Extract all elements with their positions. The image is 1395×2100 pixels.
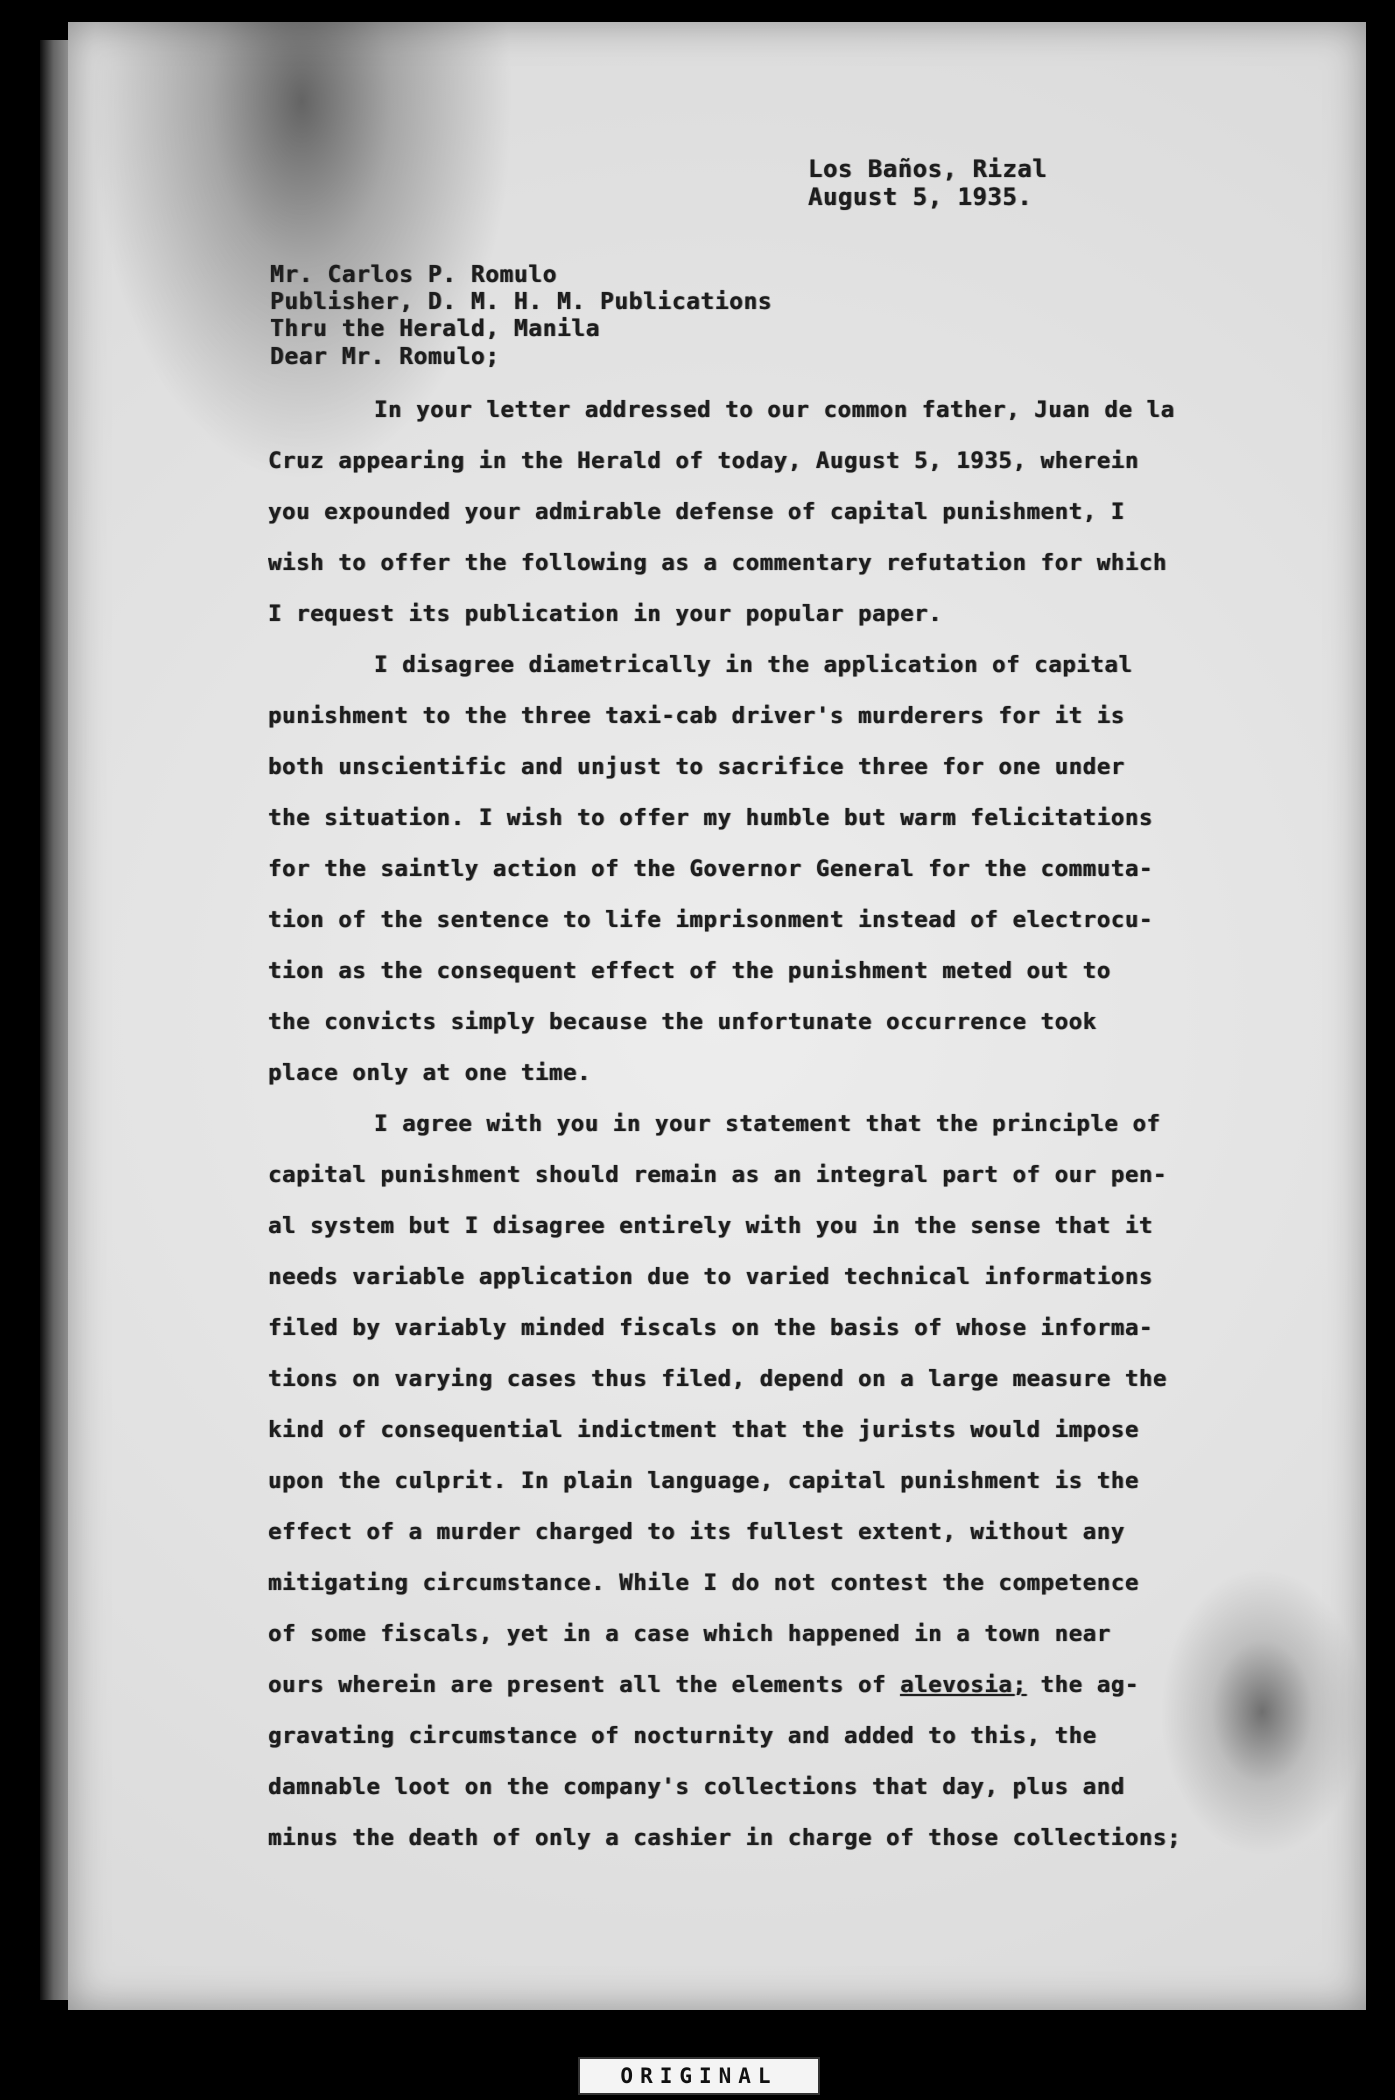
letter-body xyxy=(268,394,1258,1873)
body-line: wish to offer the following as a commentary refutation for which xyxy=(268,550,1167,576)
dateline-date: August 5, 1935. xyxy=(808,183,1033,211)
body-line: punishment to the three taxi-cab driver's murderers for it is xyxy=(268,703,1125,729)
body-line: capital punishment should remain as an integral part of our pen- xyxy=(268,1162,1167,1188)
body-line: the situation. I wish to offer my humble but warm felicitations xyxy=(268,805,1153,831)
addressee-name: Mr. Carlos P. Romulo xyxy=(270,262,557,288)
body-line: the convicts simply because the unfortunate occurrence took xyxy=(268,1009,1097,1035)
body-line-end: the ag- xyxy=(1026,1672,1139,1698)
body-line: In your letter addressed to our common father, Juan de la xyxy=(374,397,1175,423)
body-line: filed by variably minded fiscals on the basis of whose informa- xyxy=(268,1315,1153,1341)
original-stamp: ORIGINAL xyxy=(578,2057,820,2095)
body-line: kind of consequential indictment that the jurists would impose xyxy=(268,1417,1139,1443)
body-line: I agree with you in your statement that the principle of xyxy=(374,1111,1161,1137)
body-line: tion as the consequent effect of the punishment meted out to xyxy=(268,958,1111,984)
underlined-term: alevosia; xyxy=(900,1672,1027,1698)
body-line: effect of a murder charged to its fullest extent, without any xyxy=(268,1519,1125,1545)
body-line: both unscientific and unjust to sacrifice three for one under xyxy=(268,754,1125,780)
body-line: upon the culprit. In plain language, capital punishment is the xyxy=(268,1468,1139,1494)
body-line: you expounded your admirable defense of capital punishment, I xyxy=(268,499,1125,525)
body-line: I request its publication in your popular paper. xyxy=(268,601,943,627)
body-line: damnable loot on the company's collections that day, plus and xyxy=(268,1774,1125,1800)
body-line: Cruz appearing in the Herald of today, August 5, 1935, wherein xyxy=(268,448,1139,474)
addressee-block xyxy=(270,262,772,343)
body-line: I disagree diametrically in the application of capital xyxy=(374,652,1133,678)
body-line: needs variable application due to varied technical informations xyxy=(268,1264,1153,1290)
body-line: minus the death of only a cashier in charge of those collections; xyxy=(268,1825,1181,1851)
body-line-start: ours wherein are present all the elements of xyxy=(268,1672,887,1698)
body-line: al system but I disagree entirely with you in the sense that it xyxy=(268,1213,1153,1239)
body-line: place only at one time. xyxy=(268,1060,592,1086)
dateline-place: Los Baños, Rizal xyxy=(808,155,1048,183)
body-line: tions on varying cases thus filed, depend on a large measure the xyxy=(268,1366,1167,1392)
body-line: for the saintly action of the Governor General for the commuta- xyxy=(268,856,1153,882)
dateline xyxy=(808,155,1047,211)
body-line: tion of the sentence to life imprisonment instead of electrocu- xyxy=(268,907,1153,933)
body-line: mitigating circumstance. While I do not contest the competence xyxy=(268,1570,1139,1596)
body-line: gravating circumstance of nocturnity and added to this, the xyxy=(268,1723,1097,1749)
body-line: of some fiscals, yet in a case which happened in a town near xyxy=(268,1621,1111,1647)
salutation: Dear Mr. Romulo; xyxy=(270,344,500,370)
body-line-with-underline xyxy=(268,1669,1258,1720)
addressee-via: Thru the Herald, Manila xyxy=(270,316,600,342)
addressee-title: Publisher, D. M. H. M. Publications xyxy=(270,289,773,315)
